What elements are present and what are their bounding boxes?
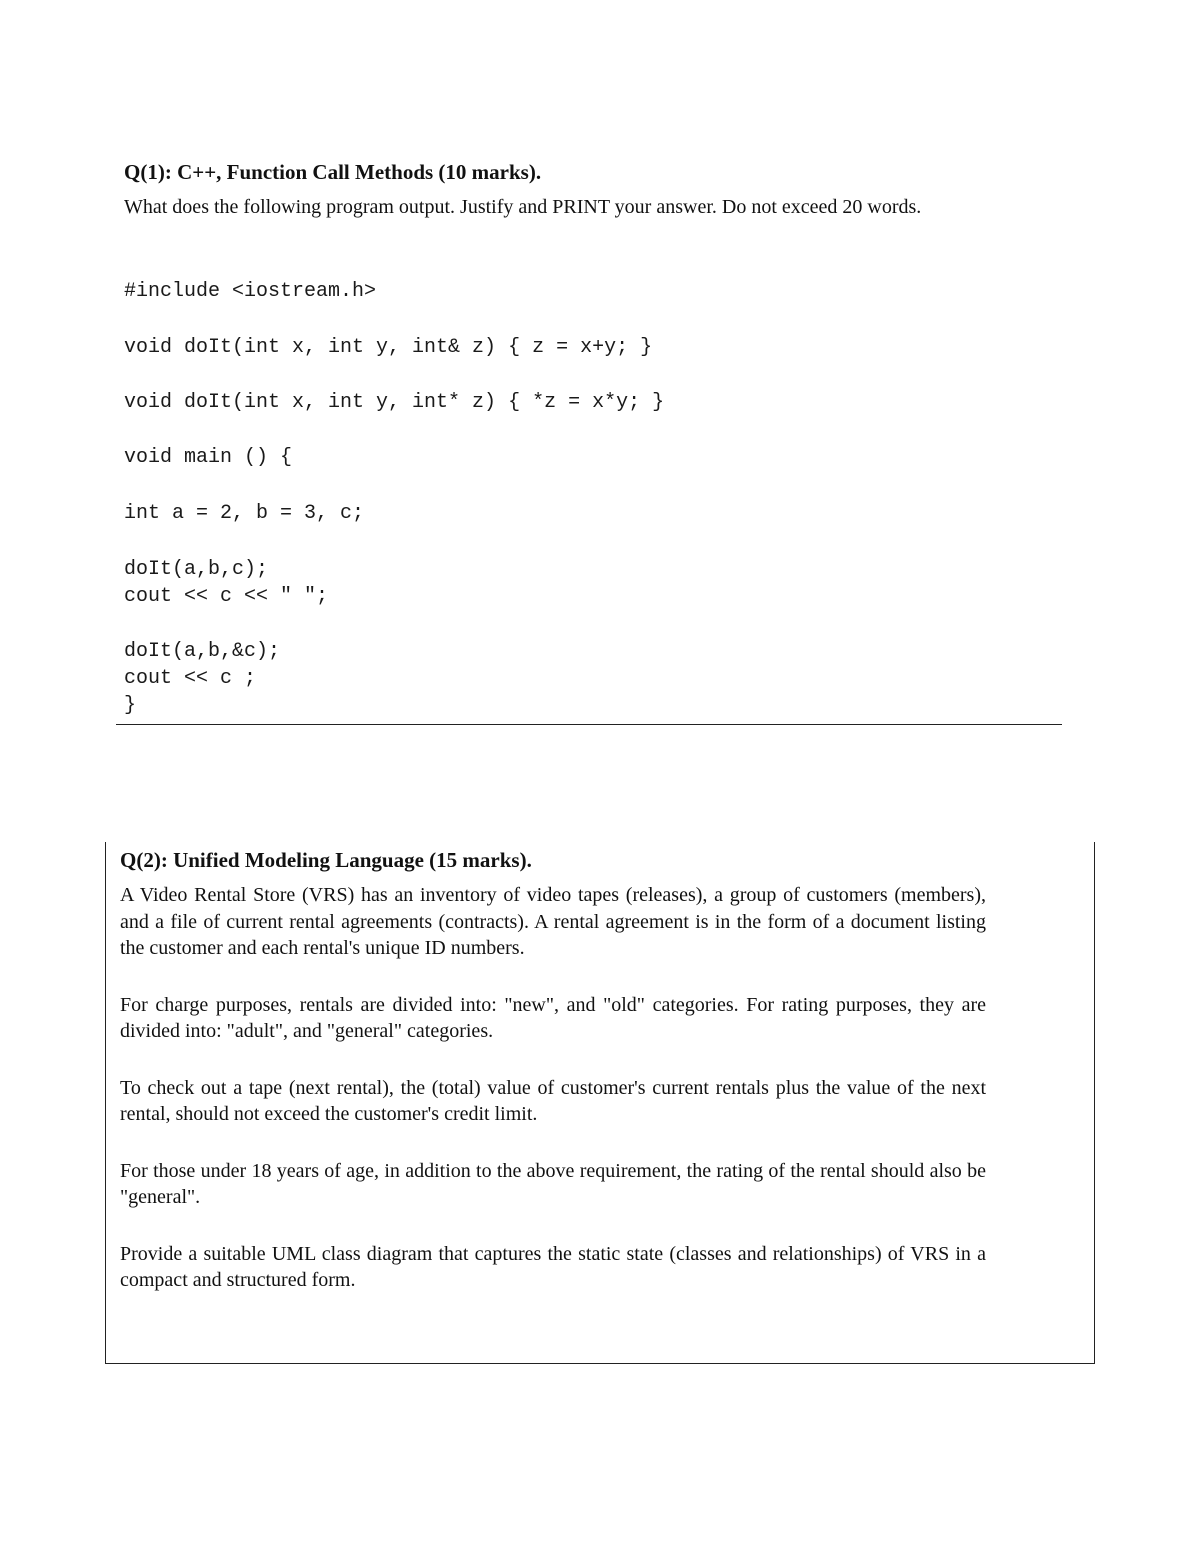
code-line-cout-1: cout << c << " "; — [124, 585, 329, 608]
code-line-call-1: doIt(a,b,c); — [124, 558, 269, 581]
question-2-title: Q(2): Unified Modeling Language (15 marks). — [120, 848, 532, 872]
code-line-cout-2: cout << c ; — [124, 667, 257, 690]
question-2-paragraph-task: Provide a suitable UML class diagram that captures the static state (classes and relationships) of VRS in a compact and structured form. — [120, 1242, 986, 1291]
question-1-title: Q(1): C++, Function Call Methods (10 marks). — [124, 160, 542, 184]
question-2-box — [105, 842, 1095, 1364]
code-line-doit-reference: void doIt(int x, int y, int& z) { z = x+y; } — [124, 336, 653, 359]
question-2-paragraph-store: A Video Rental Store (VRS) has an inventory of video tapes (releases), a group of customers (members), and a file of current rental agreements (contracts). A rental agreement is in the form of a document listing the customer and each rental's unique ID numbers. — [120, 884, 986, 959]
question-1-prompt: What does the following program output. Justify and PRINT your answer. Do not exceed 20 words. — [124, 196, 922, 218]
question-2-paragraph-age-rule: For those under 18 years of age, in addition to the above requirement, the rating of the rental should also be "general". — [120, 1159, 986, 1208]
code-line-doit-pointer: void doIt(int x, int y, int* z) { *z = x*y; } — [124, 391, 665, 414]
question-1-divider — [116, 724, 1062, 725]
question-2-content — [120, 846, 986, 1324]
code-line-main: void main () { — [124, 446, 293, 469]
question-1-header — [124, 158, 990, 220]
code-line-call-2: doIt(a,b,&c); — [124, 640, 281, 663]
code-line-include: #include <iostream.h> — [124, 280, 377, 303]
code-line-close-brace: } — [124, 694, 137, 717]
question-2-paragraph-checkout: To check out a tape (next rental), the (total) value of customer's current rentals plus the value of the next rental, should not exceed the customer's credit limit. — [120, 1076, 986, 1125]
code-line-declarations: int a = 2, b = 3, c; — [124, 502, 365, 525]
question-2-paragraph-categories: For charge purposes, rentals are divided into: "new", and "old" categories. For rating purposes, they are divided into: "adult", and "general" categories. — [120, 993, 986, 1042]
